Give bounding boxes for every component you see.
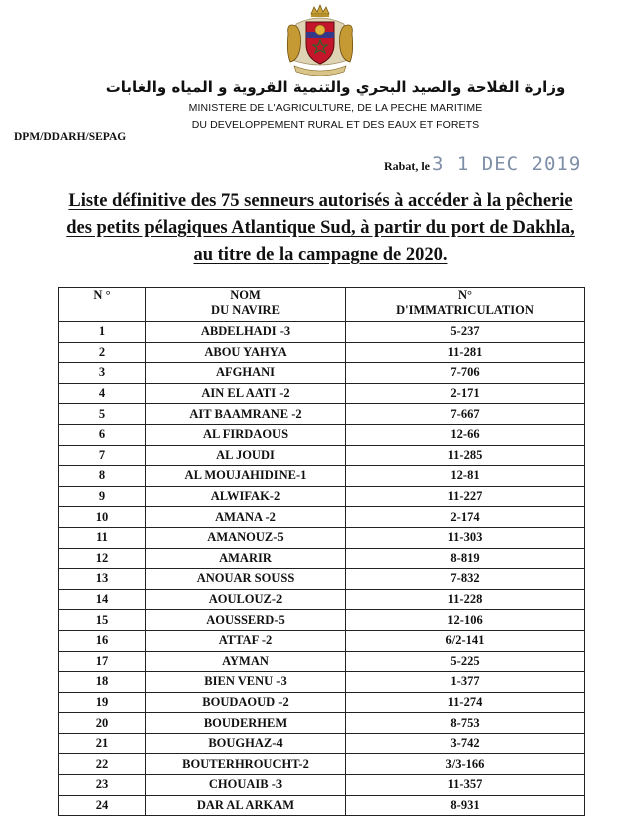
vessel-name: AL FIRDAOUS (146, 424, 346, 445)
registration-number: 11-281 (346, 342, 585, 363)
table-row (59, 651, 585, 672)
registration-number: 11-357 (346, 775, 585, 796)
table-row (59, 610, 585, 631)
registration-number: 12-66 (346, 424, 585, 445)
table-row (59, 692, 585, 713)
row-number: 4 (59, 383, 146, 404)
vessel-name: ATTAF -2 (146, 630, 346, 651)
row-number: 6 (59, 424, 146, 445)
vessel-name: DAR AL ARKAM (146, 795, 346, 816)
row-number: 22 (59, 754, 146, 775)
table-row (59, 733, 585, 754)
table-header-row (59, 288, 585, 322)
registration-number: 7-706 (346, 363, 585, 384)
vessel-name: AFGHANI (146, 363, 346, 384)
header-number: N ° (59, 288, 146, 322)
row-number: 3 (59, 363, 146, 384)
vessel-name: BOUDERHEM (146, 713, 346, 734)
table-row (59, 404, 585, 425)
row-number: 17 (59, 651, 146, 672)
table-row (59, 713, 585, 734)
table-row (59, 383, 585, 404)
ministry-name-french-line2: DU DEVELOPPEMENT RURAL ET DES EAUX ET FORETS (191, 119, 480, 131)
vessel-name: AOULOUZ-2 (146, 589, 346, 610)
row-number: 21 (59, 733, 146, 754)
vessel-name: BOUDAOUD -2 (146, 692, 346, 713)
registration-number: 1-377 (346, 672, 585, 693)
table-row (59, 569, 585, 590)
vessel-name: ABOU YAHYA (146, 342, 346, 363)
date-label: Rabat, le (384, 159, 430, 173)
row-number: 19 (59, 692, 146, 713)
registration-number: 7-667 (346, 404, 585, 425)
row-number: 2 (59, 342, 146, 363)
table-row (59, 795, 585, 816)
registration-number: 2-171 (346, 383, 585, 404)
table-row (59, 424, 585, 445)
row-number: 13 (59, 569, 146, 590)
header-registration (346, 288, 585, 322)
row-number: 14 (59, 589, 146, 610)
vessel-name: ALWIFAK-2 (146, 486, 346, 507)
vessel-name: AMANOUZ-5 (146, 527, 346, 548)
row-number: 10 (59, 507, 146, 528)
vessel-name: ABDELHADI -3 (146, 322, 346, 343)
row-number: 11 (59, 527, 146, 548)
table-row (59, 589, 585, 610)
date-stamp: 3 1 DEC 2019 (432, 153, 582, 175)
registration-number: 11-228 (346, 589, 585, 610)
royal-coat-of-arms-icon (282, 4, 358, 76)
row-number: 1 (59, 322, 146, 343)
registration-number: 6/2-141 (346, 630, 585, 651)
table-row (59, 342, 585, 363)
registration-number: 7-832 (346, 569, 585, 590)
row-number: 16 (59, 630, 146, 651)
header-name-line1: NOM (230, 288, 261, 302)
row-number: 7 (59, 445, 146, 466)
row-number: 5 (59, 404, 146, 425)
vessel-name: CHOUAIB -3 (146, 775, 346, 796)
registration-number: 12-106 (346, 610, 585, 631)
registration-number: 8-819 (346, 548, 585, 569)
registration-number: 5-237 (346, 322, 585, 343)
ministry-name-arabic: وزارة الفلاحة والصيد البحري والتنمية القروية و المياه والغابات (105, 78, 566, 96)
vessel-name: BOUGHAZ-4 (146, 733, 346, 754)
table-row (59, 672, 585, 693)
vessel-name: BOUTERHROUCHT-2 (146, 754, 346, 775)
row-number: 24 (59, 795, 146, 816)
table-row (59, 548, 585, 569)
vessel-name: BIEN VENU -3 (146, 672, 346, 693)
registration-number: 8-753 (346, 713, 585, 734)
vessel-name: AIT BAAMRANE -2 (146, 404, 346, 425)
table-row (59, 363, 585, 384)
table-row (59, 754, 585, 775)
registration-number: 3/3-166 (346, 754, 585, 775)
registration-number: 8-931 (346, 795, 585, 816)
table-row (59, 445, 585, 466)
row-number: 20 (59, 713, 146, 734)
vessel-name: AYMAN (146, 651, 346, 672)
row-number: 12 (59, 548, 146, 569)
registration-number: 2-174 (346, 507, 585, 528)
date-line (384, 153, 581, 175)
table-row (59, 507, 585, 528)
header-name-line2: DU NAVIRE (211, 303, 280, 317)
vessel-name: AL JOUDI (146, 445, 346, 466)
table-row (59, 322, 585, 343)
reference-code: DPM/DDARH/SEPAG (14, 131, 127, 143)
ministry-name-french-line1: MINISTERE DE L'AGRICULTURE, DE LA PECHE MARITIME (188, 102, 483, 114)
table-row (59, 527, 585, 548)
row-number: 15 (59, 610, 146, 631)
registration-number: 11-285 (346, 445, 585, 466)
registration-number: 11-274 (346, 692, 585, 713)
vessel-name: ANOUAR SOUSS (146, 569, 346, 590)
row-number: 9 (59, 486, 146, 507)
row-number: 8 (59, 466, 146, 487)
header-vessel-name (146, 288, 346, 322)
title-line-1: Liste définitive des 75 senneurs autorisés à accéder à la pêcherie (68, 191, 573, 211)
vessel-table (58, 287, 585, 816)
registration-number: 5-225 (346, 651, 585, 672)
header-reg-line2: D'IMMATRICULATION (396, 303, 534, 317)
registration-number: 11-227 (346, 486, 585, 507)
title-line-3: au titre de la campagne de 2020. (193, 245, 448, 265)
vessel-name: AMANA -2 (146, 507, 346, 528)
table-row (59, 630, 585, 651)
vessel-name: AMARIR (146, 548, 346, 569)
vessel-name: AIN EL AATI -2 (146, 383, 346, 404)
registration-number: 12-81 (346, 466, 585, 487)
title-line-2: des petits pélagiques Atlantique Sud, à partir du port de Dakhla, (66, 218, 575, 238)
table-row (59, 775, 585, 796)
registration-number: 3-742 (346, 733, 585, 754)
table-row (59, 486, 585, 507)
row-number: 18 (59, 672, 146, 693)
document-title (10, 188, 631, 269)
row-number: 23 (59, 775, 146, 796)
vessel-name: AL MOUJAHIDINE-1 (146, 466, 346, 487)
vessel-name: AOUSSERD-5 (146, 610, 346, 631)
header-reg-line1: N° (457, 288, 473, 302)
registration-number: 11-303 (346, 527, 585, 548)
table-row (59, 466, 585, 487)
